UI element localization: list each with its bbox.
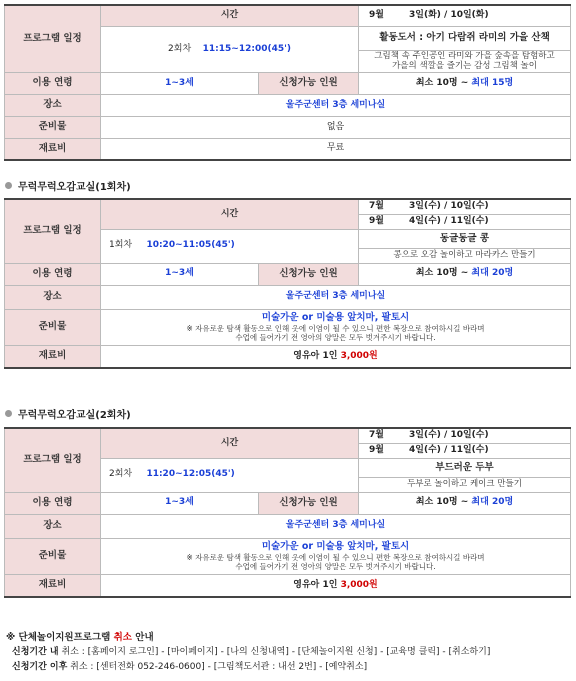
capacity-value: 최소 10명 ~ 최대 20명	[359, 263, 571, 285]
schedule-dates: 9월 3일(화) / 10일(화)	[359, 5, 571, 26]
place-value: 울주군센터 3층 세미나실	[101, 514, 571, 538]
place-value: 울주군센터 3층 세미나실	[101, 94, 571, 116]
schedule-label: 프로그램 일정	[5, 5, 101, 72]
activity-description: 콩으로 오감 놀이하고 마라카스 만들기	[359, 248, 571, 263]
place-label: 장소	[5, 285, 101, 309]
schedule-dates-2: 9월 4일(수) / 11일(수)	[359, 214, 571, 229]
activity-description: 그림책 속 주인공인 라미와 가을 숲속을 탐험하고 가을의 색깔을 즐기는 감성 그림책 놀이	[359, 50, 571, 72]
supplies-value: 미술가운 or 미술용 앞치마, 팔토시 ※ 자유로운 탐색 활동으로 인해 옷에 이염이 될 수 있으니 편한 복장으로 참여하시길 바라며 수업에 들어가기 전 영아의 양말은 모두 벗겨주시기 바랍니다.	[101, 309, 571, 345]
notice-title: ※ 단체놀이지원프로그램 취소 안내	[6, 632, 154, 643]
place-label: 장소	[5, 514, 101, 538]
section-heading-1: 무럭무럭오감교실(1회차)	[5, 178, 131, 193]
section-heading-2: 무럭무럭오감교실(2회차)	[5, 406, 131, 421]
schedule-label: 프로그램 일정	[5, 428, 101, 492]
session-time: 2회차 11:20~12:05(45')	[101, 458, 359, 492]
fee-label: 재료비	[5, 345, 101, 368]
capacity-label: 신청가능 인원	[259, 72, 359, 94]
session-time: 2회차 11:15~12:00(45')	[101, 26, 359, 72]
activity-description: 두부로 놀이하고 케이크 만들기	[359, 477, 571, 492]
bullet-icon	[5, 410, 12, 417]
bullet-icon	[5, 182, 12, 189]
fee-label: 재료비	[5, 138, 101, 160]
age-value: 1~3세	[101, 263, 259, 285]
program2-table	[4, 198, 571, 369]
fee-label: 재료비	[5, 574, 101, 597]
session-time: 1회차 10:20~11:05(45')	[101, 229, 359, 263]
supplies-value: 없음	[101, 116, 571, 138]
age-value: 1~3세	[101, 492, 259, 514]
capacity-label: 신청가능 인원	[259, 492, 359, 514]
supplies-label: 준비물	[5, 538, 101, 574]
supplies-label: 준비물	[5, 116, 101, 138]
program1-table	[4, 4, 571, 161]
capacity-value: 최소 10명 ~ 최대 20명	[359, 492, 571, 514]
age-label: 이용 연령	[5, 492, 101, 514]
cancel-notice	[6, 630, 490, 674]
activity-title: 활동도서 : 아기 다람쥐 라미의 가을 산책	[359, 26, 571, 50]
schedule-label: 프로그램 일정	[5, 199, 101, 263]
place-value: 울주군센터 3층 세미나실	[101, 285, 571, 309]
program3-table	[4, 427, 571, 598]
schedule-dates-2: 9월 4일(수) / 11일(수)	[359, 443, 571, 458]
supplies-value: 미술가운 or 미술용 앞치마, 팔토시 ※ 자유로운 탐색 활동으로 인해 옷에 이염이 될 수 있으니 편한 복장으로 참여하시길 바라며 수업에 들어가기 전 영아의 양말은 모두 벗겨주시기 바랍니다.	[101, 538, 571, 574]
supplies-label: 준비물	[5, 309, 101, 345]
age-label: 이용 연령	[5, 263, 101, 285]
activity-title: 부드러운 두부	[359, 458, 571, 477]
time-label: 시간	[101, 199, 359, 229]
notice-line-1: 신청기간 내 취소 : [홈페이지 로그인] - [마이페이지] - [나의 신청내역] - [단체놀이지원 신청] - [교육명 클릭] - [취소하기]	[12, 647, 491, 658]
time-label: 시간	[101, 5, 359, 26]
place-label: 장소	[5, 94, 101, 116]
schedule-dates-1: 7월 3일(수) / 10일(수)	[359, 428, 571, 443]
fee-value: 영유아 1인 3,000원	[101, 574, 571, 597]
time-label: 시간	[101, 428, 359, 458]
age-value: 1~3세	[101, 72, 259, 94]
capacity-label: 신청가능 인원	[259, 263, 359, 285]
fee-value: 무료	[101, 138, 571, 160]
notice-line-2: 신청기간 이후 취소 : [센터전화 052-246-0600] - [그림책도서관 : 내선 2번] - [예약취소]	[12, 661, 368, 672]
age-label: 이용 연령	[5, 72, 101, 94]
capacity-value: 최소 10명 ~ 최대 15명	[359, 72, 571, 94]
activity-title: 동글동글 콩	[359, 229, 571, 248]
schedule-dates-1: 7월 3일(수) / 10일(수)	[359, 199, 571, 214]
fee-value: 영유아 1인 3,000원	[101, 345, 571, 368]
